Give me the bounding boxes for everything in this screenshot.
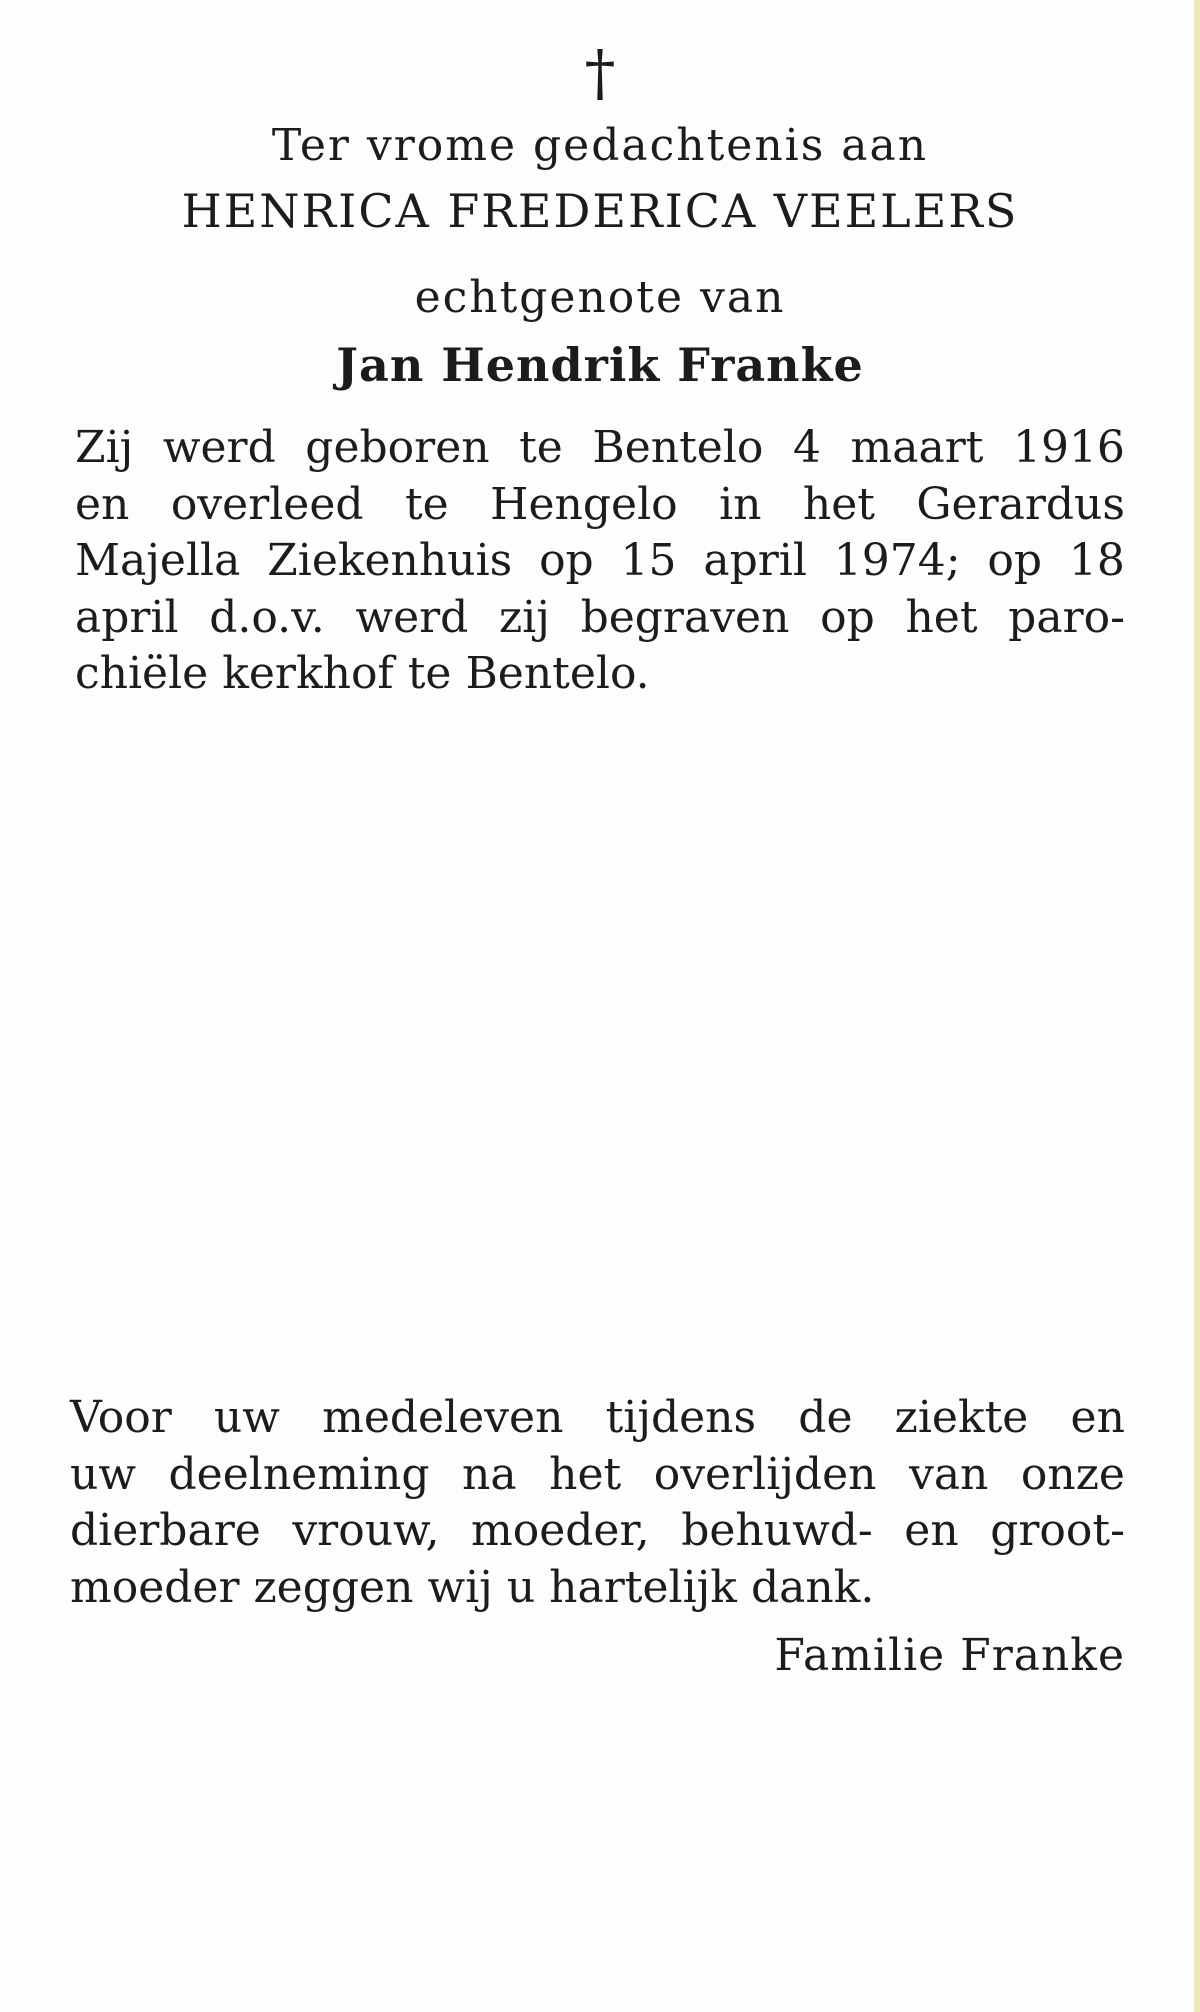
word: Ziekenhuis xyxy=(267,535,513,586)
signature: Familie Franke xyxy=(774,1630,1125,1681)
thanks-line xyxy=(70,1560,1125,1617)
word: te xyxy=(407,648,452,699)
thanks-line xyxy=(70,1447,1125,1504)
word: vrouw, xyxy=(292,1505,440,1556)
word: tijdens xyxy=(605,1392,757,1443)
word: 1916 xyxy=(1012,422,1125,473)
word: moeder, xyxy=(471,1505,650,1556)
word: chiële xyxy=(75,648,209,699)
cross-icon: † xyxy=(584,36,616,109)
word: overleed xyxy=(170,478,364,530)
bio-line xyxy=(75,646,1125,703)
word: op xyxy=(987,535,1043,586)
word: de xyxy=(798,1392,853,1443)
word: uw xyxy=(213,1392,280,1443)
word: van xyxy=(908,1448,989,1500)
word: Hengelo xyxy=(490,478,678,530)
word: kerkhof xyxy=(222,648,394,699)
intro-text: Ter vrome gedachtenis aan xyxy=(271,120,929,171)
word: onze xyxy=(1020,1448,1125,1500)
word: het xyxy=(802,478,875,530)
word: uw xyxy=(70,1448,136,1500)
word: behuwd- xyxy=(681,1505,873,1556)
word: moeder xyxy=(70,1561,240,1613)
thanks-line xyxy=(70,1503,1125,1560)
bio-line xyxy=(75,477,1125,534)
word: het xyxy=(905,591,978,643)
word: en xyxy=(1070,1392,1125,1443)
word: maart xyxy=(850,422,984,473)
thanks-paragraph xyxy=(70,1390,1125,1616)
word: te xyxy=(404,478,449,530)
biography-paragraph xyxy=(75,420,1125,703)
word: 4 xyxy=(792,422,821,473)
word: Bentelo. xyxy=(465,648,650,699)
word: hartelijk xyxy=(549,1561,737,1613)
word: het xyxy=(549,1448,622,1500)
word: Gerardus xyxy=(916,478,1125,530)
word: paro- xyxy=(1008,591,1125,643)
word: Zij xyxy=(75,422,134,473)
word: Voor xyxy=(70,1392,172,1443)
word: u xyxy=(506,1561,536,1613)
word: medeleven xyxy=(322,1392,564,1443)
word: op xyxy=(539,535,594,586)
word: na xyxy=(462,1448,517,1500)
word: dierbare xyxy=(70,1505,261,1556)
thanks-line xyxy=(70,1390,1125,1447)
spouse-intro-text: echtgenote van xyxy=(414,272,786,323)
word: Bentelo xyxy=(592,422,764,473)
word: en xyxy=(75,478,130,530)
word: begraven xyxy=(580,591,790,643)
word: 18 xyxy=(1068,535,1125,586)
word: te xyxy=(519,422,563,473)
word: zij xyxy=(498,591,550,643)
word: en xyxy=(904,1505,959,1556)
word: Majella xyxy=(75,535,241,586)
word: werd xyxy=(162,422,276,473)
word: overlijden xyxy=(653,1448,877,1500)
word: 1974; xyxy=(833,535,961,586)
word: ziekte xyxy=(894,1392,1029,1443)
word: in xyxy=(719,478,762,530)
word: deelneming xyxy=(168,1448,430,1500)
bio-line xyxy=(75,533,1125,590)
word: op xyxy=(820,591,875,643)
word: d.o.v. xyxy=(209,591,325,643)
word: april xyxy=(75,591,179,643)
bio-line xyxy=(75,420,1125,477)
word: 15 xyxy=(620,535,677,586)
word: geboren xyxy=(305,422,490,473)
deceased-name: HENRICA FREDERICA VEELERS xyxy=(181,184,1019,238)
word: april xyxy=(703,535,807,586)
word: werd xyxy=(355,591,469,643)
word: zeggen xyxy=(253,1561,414,1613)
word: wij xyxy=(427,1561,493,1613)
spouse-name: Jan Hendrik Franke xyxy=(336,338,864,392)
word: groot- xyxy=(990,1505,1125,1556)
word: dank. xyxy=(750,1561,875,1613)
bio-line xyxy=(75,590,1125,647)
